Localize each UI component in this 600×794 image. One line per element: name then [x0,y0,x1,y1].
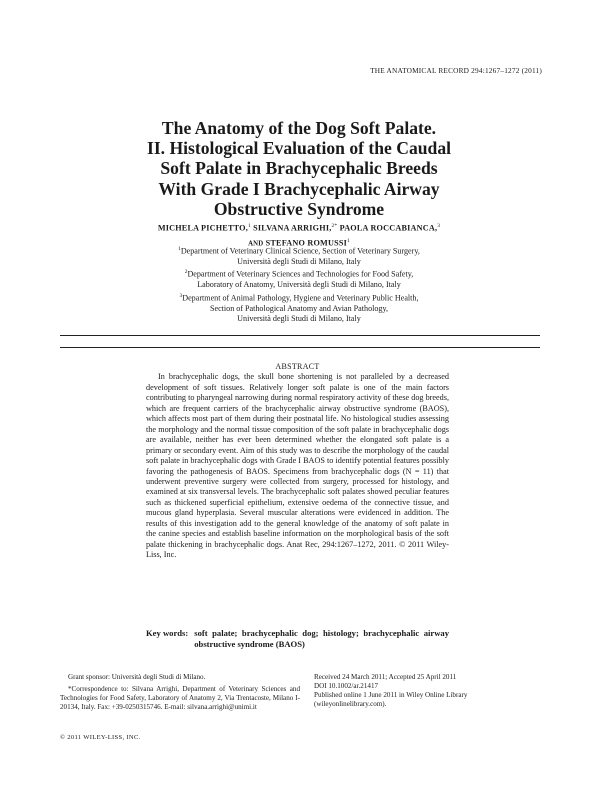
footnotes-left [60,673,300,712]
affil-line: Section of Pathological Anatomy and Avian Pathology, [209,303,389,313]
correspondence: *Correspondence to: Silvana Arrighi, Department of Veterinary Sciences and Technologies for Food Safety, Laboratory of Anatomy 2, Via Trentacoste, Milano I-20134, Italy. Fax: +39-0250315746. E-mail: silvana.arrighi@unimi.it [60,685,300,711]
title-line: With Grade I Brachycephalic Airway [158,178,440,199]
abstract-heading: ABSTRACT [275,362,320,371]
affiliations [60,244,538,324]
affil-marker: 1 [178,246,181,252]
author-name: PAOLA ROCCABIANCA, [337,223,438,233]
copyright: © 2011 WILEY-LISS, INC. [60,734,141,741]
title-line: Soft Palate in Brachycephalic Breeds [160,158,438,179]
keywords-text: soft palate; brachycephalic dog; histology; brachycephalic airway obstructive syndrome (BAOS) [194,628,449,649]
affil-marker: 3 [179,292,183,299]
title-line: II. Histological Evaluation of the Caudal [146,138,452,159]
keywords [146,628,449,650]
author-line-1 [60,220,538,235]
abstract [146,362,449,561]
author-affil-marker: 2* [331,223,338,229]
affil-line: Università degli Studi di Milano, Italy [237,313,361,323]
grant-sponsor: Grant sponsor: Università degli Studi di Milano. [68,673,206,681]
abstract-body: In brachycephalic dogs, the skull bone shortening is not paralleled by a decreased development of soft tissues. Relatively longer soft palate is one of the main factors contributing to pharyngeal narrowing during normal respiratory activity of these dog breeds, which are frequent carriers of the brachycephalic airway obstructive syndrome (BAOS), which affects most part of them during their postnatal life. No histological studies assessing the morphology and the normal tissue composition of the soft palate in brachycephalic dogs are available, neither has ever been determined whether the elongated soft palate is a primary or secondary event. Aim of this study was to describe the morphology of the caudal soft palate in brachycephalic dogs with Grade I BAOS to identify potential features possibly favoring the pathogenesis of BAOS. Specimens from brachycephalic dogs (N = 11) that underwent preventive surgery were collected from surgery, processed for histology, and examined at six transversal levels. The brachycephalic soft palates showed peculiar features such as thickened superficial epithelium, extensive oedema of the connective tissue, and mucous gland hyperplasia. Several muscular alterations were evidenced in addition. The results of this investigation add to the general knowledge of the anatomy of soft palate in the canine species and establish baseline information on the morphological basis of the soft palate thickening in brachycephalic dogs. Anat Rec, 294:1267–1272, 2011. © 2011 Wiley-Liss, Inc. [146,372,449,560]
journal-header: THE ANATOMICAL RECORD 294:1267–1272 (2011) [370,66,542,75]
author-affil-marker: 1 [346,237,350,244]
received-date: Received 24 March 2011; Accepted 25 April 2011 [314,673,457,681]
title-line: The Anatomy of the Dog Soft Palate. [161,118,437,138]
affiliation [60,267,538,290]
affil-line: Laboratory of Anatomy, Università degli Studi di Milano, Italy [197,280,401,290]
author-and: AND [248,240,264,248]
separator-rule [60,335,540,336]
title-line: Obstructive Syndrome [213,198,385,219]
affil-line: Department of Veterinary Sciences and Technologies for Food Safety, [187,269,414,279]
affil-line: Università degli Studi di Milano, Italy [237,256,361,266]
article-title [60,118,538,219]
doi: DOI 10.1002/ar.21417 [314,682,379,690]
keywords-label: Key words: [146,628,189,638]
author-affil-marker: 3 [437,223,441,229]
footnotes-right [314,673,540,709]
affiliation [60,291,538,325]
affil-line: Department of Veterinary Clinical Science, Section of Veterinary Surgery, [180,246,420,256]
affiliation [60,244,538,267]
author-name: SILVANA ARRIGHI, [250,223,332,233]
affil-marker: 2 [184,269,188,276]
author-name: MICHELA PICHETTO, [157,223,248,233]
affil-line: Department of Animal Pathology, Hygiene and Veterinary Public Health, [182,293,419,303]
separator-rule [60,347,540,348]
author-affil-marker: 1 [247,223,251,229]
published-info: Published online 1 June 2011 in Wiley Online Library (wileyonlinelibrary.com). [314,691,468,708]
author-name: STEFANO ROMUSSI [263,238,347,248]
